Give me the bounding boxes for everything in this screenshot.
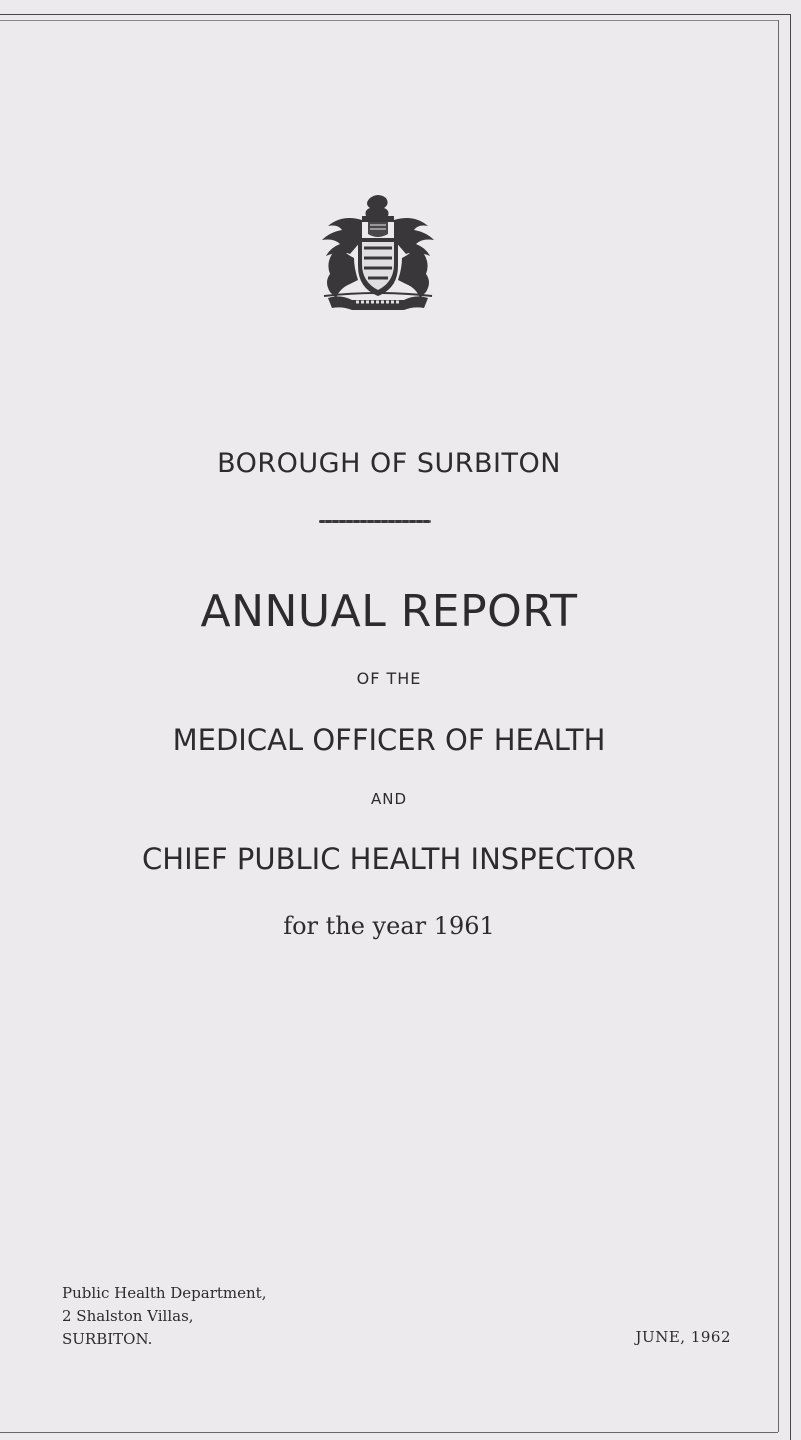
page-edge-right [778,20,779,1432]
chief-inspector-heading: CHIEF PUBLIC HEALTH INSPECTOR [142,842,636,876]
page-edge-right-outer [790,14,791,1440]
department-address [62,1282,266,1351]
address-line-3: SURBITON. [62,1330,153,1348]
page-edge-bottom [0,1432,778,1433]
medical-officer-heading: MEDICAL OFFICER OF HEALTH [172,723,606,757]
page-edge-top [0,14,790,15]
borough-heading: BOROUGH OF SURBITON [217,448,561,479]
publication-date: JUNE, 1962 [635,1328,731,1346]
address-line-2: 2 Shalston Villas, [62,1307,194,1325]
address-line-1: Public Health Department, [62,1284,267,1302]
report-title: ANNUAL REPORT [200,586,578,637]
page-edge-top-inner [0,20,778,21]
report-year-line: for the year 1961 [283,912,495,940]
of-the-text: OF THE [356,669,422,688]
decorative-rule [319,520,431,523]
and-text: AND [370,790,408,808]
borough-coat-of-arms-icon [310,192,446,318]
